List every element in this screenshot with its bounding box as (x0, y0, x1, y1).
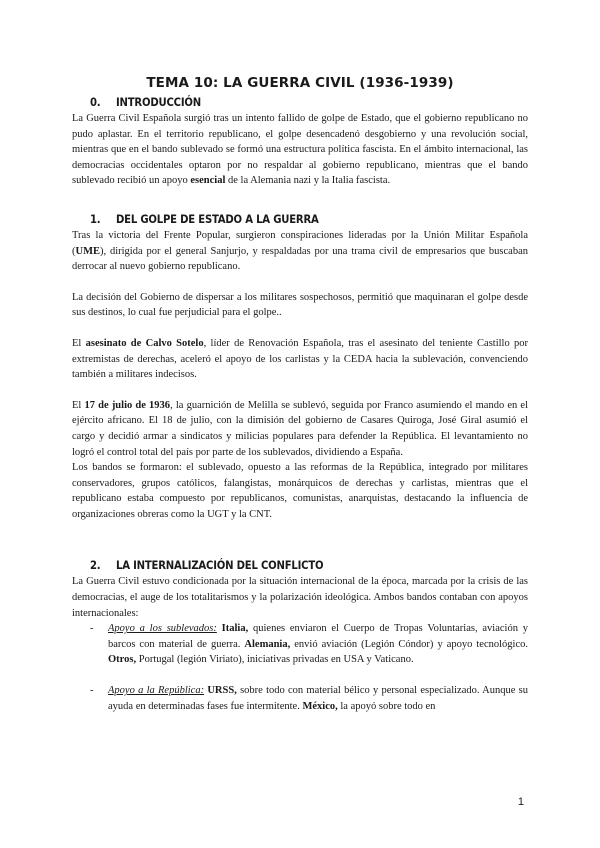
intro-paragraph (72, 111, 528, 189)
text-run: , líder de Renovación Española, tras el asesinato del teniente Castillo por extremistas de derechas, aceleró el apoyo de los carlistas y la CEDA hacia la sublevación, convenciendo también a militares indecisos. (72, 337, 529, 381)
text-run: de la Alemania nazi y la Italia fascista. (225, 175, 391, 187)
document-title: TEMA 10: LA GUERRA CIVIL (1936-1939) (146, 75, 454, 91)
section-number: 0. (90, 96, 101, 109)
intl-paragraph: La Guerra Civil estuvo condicionada por la situación internacional de la época, marcada por la crisis de las democracias, el auge de los totalitarismos y la polarización ideológica. Ambos bandos contaban con apoyos internacionales: (72, 576, 528, 619)
bold-text: esencial (190, 175, 226, 187)
golpe-paragraph-2: La decisión del Gobierno de dispersar a los militares sospechosos, permitió que maquinaran el golpe desde sus destinos, lo cual fue perjudicial para el golpe.. (72, 291, 528, 319)
bold-text: UME (75, 245, 100, 257)
text-run: , la guarnición de Melilla se sublevó, seguida por Franco asumiendo el mando en el ejército africano. El 18 de julio, con la dimisión del gobierno de Casares Quiroga, José Giral asumió el cargo y decidió armar a sindicatos y milicias populares para defender la República. El levantamiento no logró el control total del país por parte de los sublevados, dividiendo a España. (72, 399, 529, 458)
section-heading-intl (72, 558, 528, 574)
text-run: quienes enviaron el Cuerpo de Tropas Voluntarias, aviación y barcos con material de guerra. (108, 623, 528, 650)
section-title: DEL GOLPE DE ESTADO A LA GUERRA (116, 212, 319, 226)
golpe-paragraph-1 (72, 228, 528, 275)
text-run: la apoyó sobre todo en (337, 700, 436, 712)
bold-text: México, (302, 700, 338, 712)
golpe-paragraph-3 (72, 336, 528, 383)
text-run: El (72, 399, 85, 411)
document-page (72, 74, 528, 714)
bold-text: asesinato de Calvo Sotelo (85, 337, 204, 349)
list-item (108, 621, 528, 668)
golpe-paragraph-4 (72, 398, 528, 460)
text-run: El (72, 337, 86, 349)
bold-text: URSS, (207, 685, 237, 697)
bold-text: Otros, (108, 654, 137, 666)
page-number: 1 (517, 796, 524, 808)
section-heading-golpe (72, 212, 528, 228)
list-item (108, 683, 528, 714)
list-spacer (108, 668, 528, 683)
section-title: INTRODUCCIÓN (116, 96, 201, 109)
text-run: Portugal (legión Viriato), iniciativas privadas en USA y Vaticano. (136, 654, 414, 666)
text-run: envió aviación (Legión Cóndor) y apoyo tecnológico. (290, 638, 529, 650)
section-heading-intro (72, 95, 528, 111)
bold-text: 17 de julio de 1936 (84, 399, 171, 411)
text-run: sobre todo con material bélico y personal especializado. Aunque su ayuda en determinadas fases fue intermitente. (108, 685, 529, 712)
golpe-paragraph-5: Los bandos se formaron: el sublevado, opuesto a las reformas de la República, integrado por militares conservadores, grupos católicos, falangistas, monárquicos de derechas y carlistas, mientras que el republicano estaba compuesto por republicanos, comunistas, anarquistas, destacando la influencia de organizaciones obreras como la UGT y la CNT. (72, 462, 528, 520)
text-run: Tras la victoria del Frente Popular, surgieron conspiraciones lideradas por la Unión Militar Española ( (72, 229, 528, 257)
support-list (72, 621, 528, 714)
section-number: 2. (90, 559, 101, 573)
section-number: 1. (90, 212, 101, 226)
underlined-label: Apoyo a los sublevados: (108, 623, 217, 635)
underlined-label: Apoyo a la República: (108, 685, 205, 697)
text-run: La Guerra Civil Española surgió tras un intento fallido de golpe de Estado, que el gobierno republicano no pudo aplastar. En el territorio republicano, el golpe desencadenó desgobierno y una revolución social, mientras que en el bando sublevado se formó una estructura política fascista. En el ámbito internacional, las democracias occidentales optaron por no respaldar al gobierno republicano, mientras que el bando sublevado recibió un apoyo (72, 113, 528, 187)
text-run: ), dirigida por el general Sanjurjo, y respaldadas por una trama civil de empresarios que buscaban derrocar al nuevo gobierno republicano. (72, 245, 528, 273)
bold-text: Alemania, (244, 638, 291, 650)
bold-text: Italia, (221, 623, 249, 635)
section-title: LA INTERNALIZACIÓN DEL CONFLICTO (116, 559, 324, 573)
